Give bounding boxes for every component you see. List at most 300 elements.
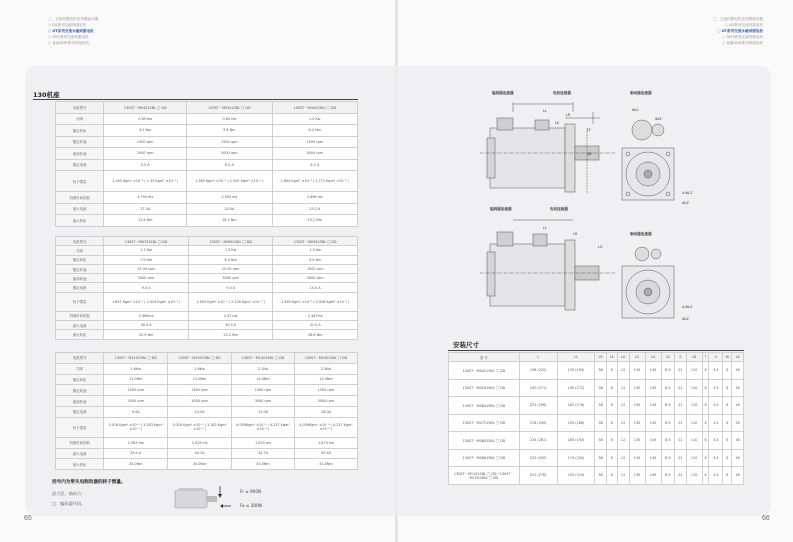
dim-cell: 6 — [702, 379, 709, 397]
dim-cell: 6 — [702, 414, 709, 432]
table-cell: 43.0Nm — [294, 459, 357, 470]
table-cell: 1.385 Kgm² ×10⁻³ ( 1.555 Kgm² ×10⁻³ ) — [187, 171, 272, 192]
dim-cell: 6 — [702, 467, 709, 485]
table-cell: 5.5 A — [104, 159, 187, 171]
dim-cell: 22 — [675, 397, 686, 415]
dim-cell: 110 — [686, 432, 702, 450]
table-row — [56, 321, 358, 330]
dim-table-row — [449, 414, 744, 432]
dim-cell: 22 — [675, 467, 686, 485]
row-label: 机械时间常数 — [56, 311, 104, 320]
section-divider — [33, 99, 358, 100]
dim-table-row — [449, 379, 744, 397]
dim-cell: 8.5 — [661, 397, 675, 415]
dim-cell: 6 — [606, 397, 617, 415]
nav-item[interactable]: ○ GS系列交流伺服电机 — [724, 23, 763, 27]
dim-header-cell: LC — [629, 353, 645, 362]
table-row — [56, 264, 358, 273]
dim-cell: 3.5 — [709, 432, 723, 450]
row-label: 额定电流 — [56, 406, 104, 417]
dim-cell: 130ST－M06415BL □ DD — [449, 397, 520, 415]
dim-header-cell: LR — [595, 353, 606, 362]
dim-cell: 6 — [723, 449, 732, 467]
row-label: 额定转矩 — [56, 374, 104, 385]
dim-lz-top: 4-ΦLZ — [682, 191, 693, 195]
table-row — [56, 396, 358, 407]
dim-cell: 40 — [732, 397, 744, 415]
axial-force-label: Fa ≤ 300N — [240, 503, 262, 508]
table-cell: 14.0Nm — [294, 374, 357, 385]
brake-connector-label-bottom: 制动器连接器 — [630, 232, 652, 236]
dim-cell: 3.5 — [709, 449, 723, 467]
nav-item[interactable]: ○ GT系列交流永磁伺服电机 — [48, 29, 94, 33]
dim-lr-bottom: LR — [573, 232, 578, 236]
row-label: 额定转速 — [56, 385, 104, 396]
dim-cell: 12 — [617, 467, 629, 485]
row-label: 最高转速 — [56, 148, 104, 160]
dim-cell: 3.5 — [709, 414, 723, 432]
dim-section-title: 安装尺寸 — [453, 341, 479, 349]
dim-table-row — [449, 432, 744, 450]
table-row — [56, 448, 358, 459]
dim-cell: 110 — [686, 362, 702, 380]
dim-header-cell: L — [519, 353, 557, 362]
dim-cell: 22 — [675, 449, 686, 467]
row-label: 最高转速 — [56, 274, 104, 283]
table-cell: 9.0 A — [188, 283, 273, 292]
table-cell: 0.85 Kw — [187, 113, 272, 125]
dim-cell: 218 (249) — [519, 414, 557, 432]
dim-cell: 6 — [723, 414, 732, 432]
nav-item[interactable]: ○ SM7系列交流伺服电机 — [48, 35, 89, 39]
table-cell: 34.0Nm — [104, 459, 168, 470]
table-cell: 9.0 A — [104, 283, 189, 292]
dim-cell: 3.5 — [709, 379, 723, 397]
table-cell: 28.6 Nm — [273, 330, 358, 339]
dim-cell: 145 — [645, 467, 661, 485]
table-header-cell: 130ST－M06415BL □ DD — [272, 102, 357, 114]
table-cell: 1.163 Kgm² ×10⁻³ ( 1.33 Kgm² ×10⁻³ ) — [104, 171, 187, 192]
dim-s-top: ΦS — [587, 152, 592, 156]
table-header-cell: 130ST－M14015BL □ DD — [232, 353, 295, 364]
page-number-right: 66 — [762, 515, 770, 522]
dim-cell: 58 — [595, 449, 606, 467]
table-cell: 3000 rpm — [273, 274, 358, 283]
table-cell: 1500 rpm — [104, 136, 187, 148]
dim-cell: 58 — [595, 362, 606, 380]
dim-cell: 130 — [629, 449, 645, 467]
table-cell: 9.4 Nm — [273, 255, 358, 264]
table-cell: 1500 rpm — [273, 264, 358, 273]
dim-cell: 22 — [675, 379, 686, 397]
table-row — [56, 406, 358, 417]
table-cell: 25.2 Nm — [188, 330, 273, 339]
table-header-cell: 电机型号 — [56, 237, 104, 246]
motor-front-view-bottom — [612, 240, 692, 330]
dim-cell: 8.5 — [661, 362, 675, 380]
dim-cell: 6 — [702, 449, 709, 467]
nav-item[interactable]: 三、交流伺服电机及伺服驱动器 — [712, 17, 763, 21]
motor-connector-label-top: 电机连接器 — [553, 91, 571, 95]
dim-table-row — [449, 362, 744, 380]
left-section-nav — [48, 16, 98, 46]
table-cell: 2.059 Kgm² ×10⁻³ ( 2.226 Kgm² ×10⁻³ ) — [188, 292, 273, 311]
table-cell: 1500 rpm — [272, 136, 357, 148]
table-cell: 18.0A — [294, 406, 357, 417]
section-title: 130机座 — [33, 91, 60, 99]
dim-cell: 6 — [723, 397, 732, 415]
table-cell: 3000 rpm — [272, 148, 357, 160]
dim-header-cell: W — [723, 353, 732, 362]
dim-cell: 240 (271) — [519, 379, 557, 397]
table-cell: 3000 rpm — [232, 396, 295, 407]
table-cell: 8.4 Nm — [188, 255, 273, 264]
table-cell: 55.4A — [294, 448, 357, 459]
table-cell: 1.857 Kgm² ×10⁻³ ( 2.024 Kgm² ×10⁻³ ) — [104, 292, 189, 311]
dim-cell: 22 — [675, 432, 686, 450]
table-cell: 2.167ms — [273, 311, 358, 320]
dim-lr-top: LR — [566, 113, 571, 117]
table-row — [56, 136, 358, 148]
dim-cell: 12 — [617, 414, 629, 432]
table-cell: 5.4 Nm — [187, 125, 272, 137]
table-cell: 1.604 Kgm² ×10⁻³ ( 1.771 Kgm² ×10⁻³ ) — [272, 171, 357, 192]
nav-item[interactable]: ○ 直驱DDR系列伺服电机 — [48, 41, 90, 45]
dim-cell: 158 (220) — [519, 362, 557, 380]
table-cell: 43.0Nm — [232, 459, 295, 470]
page-number-left: 65 — [24, 515, 32, 522]
table-cell: 19.2 Nm — [272, 215, 357, 227]
dim-cell: 145 — [645, 432, 661, 450]
dim-header-cell: LK — [732, 353, 744, 362]
dim-cell: 145 (172) — [557, 379, 595, 397]
motor-side-view-bottom — [475, 214, 625, 314]
table-cell: 4.059Kgm² ×10⁻³ ( 4.237 Kgm² ×10⁻³ ) — [232, 417, 295, 437]
dim-cell: 6 — [606, 362, 617, 380]
table-row — [56, 125, 358, 137]
table-header-cell: 130ST－M15015BL □ DD — [294, 353, 357, 364]
row-label: 转子惯量 — [56, 171, 104, 192]
dim-cell: 145 — [645, 397, 661, 415]
nav-item[interactable]: ○ SM7系列交流伺服电机 — [722, 35, 763, 39]
table-cell: 2000 rpm — [104, 148, 187, 160]
table-cell: 16.2 Nm — [187, 215, 272, 227]
brake-connector-label-top: 制动器连接器 — [630, 91, 652, 95]
brake-inertia-note: 括号内为带失电制动器的转子惯量。 — [52, 480, 126, 485]
table-row — [56, 363, 358, 374]
dim-cell: 145 — [645, 449, 661, 467]
table-row — [56, 113, 358, 125]
dim-cell: 58 — [595, 432, 606, 450]
table-cell: 14.0Nm — [232, 374, 295, 385]
table-cell: 9.0A — [104, 406, 168, 417]
table-cell: 0.65 Kw — [104, 113, 187, 125]
table-cell: 17.3A — [104, 203, 187, 215]
table-row — [56, 283, 358, 292]
dim-cell: 130ST－M07515BL □ DD — [449, 414, 520, 432]
dim-header-cell: LB — [686, 353, 702, 362]
row-label: 额定转矩 — [56, 255, 104, 264]
dim-cell: 159 (186) — [557, 414, 595, 432]
dim-table-row — [449, 467, 744, 485]
dim-cell: 3.5 — [709, 397, 723, 415]
dim-table-row — [449, 449, 744, 467]
dim-le-top: LE — [555, 121, 560, 125]
table-cell: 3000 rpm — [188, 274, 273, 283]
motor-front-view-top — [612, 100, 692, 210]
dim-header-cell: LZ — [661, 353, 675, 362]
spec-table-1 — [55, 101, 358, 227]
dim-section-divider — [448, 350, 744, 351]
table-cell: 26.4 A — [104, 448, 168, 459]
table-cell: 1.6Kw — [104, 363, 168, 374]
dim-lz2-top: ΦLZ — [682, 201, 689, 205]
table-cell: 1.983 ms — [104, 437, 168, 448]
table-row — [56, 159, 358, 171]
table-cell: 1.3 Kw — [188, 246, 273, 255]
nav-item[interactable]: ○ 直驱DDR系列伺服电机 — [721, 41, 763, 45]
motor-side-view-top — [475, 98, 625, 198]
dim-cell: 251 (278) — [519, 467, 557, 485]
dim-cell: 192 (219) — [557, 467, 595, 485]
table-row — [56, 246, 358, 255]
dim-lf-top: LF — [587, 128, 591, 132]
dim-cell: 162 (176) — [557, 397, 595, 415]
table-cell: 3.794 ms — [104, 192, 187, 204]
table-cell: 11.0Nm — [168, 374, 232, 385]
dim-cell: 130ST－M08415BL □ DD — [449, 432, 520, 450]
table-cell: 34.0Nm — [168, 459, 232, 470]
spec-table-2 — [55, 236, 358, 340]
table-cell: 2.469ms — [104, 311, 189, 320]
table-row — [56, 311, 358, 320]
dim-table-row — [449, 397, 744, 415]
table-header-cell: 130ST－M10015BL □ DD — [168, 353, 232, 364]
table-cell: 20.5A — [187, 203, 272, 215]
table-header-cell: 130ST－M04215BL □ DD — [104, 102, 187, 114]
table-cell: 2000 rpm — [104, 396, 168, 407]
dim-cell: 6 — [606, 449, 617, 467]
table-cell: 10.0 A — [273, 283, 358, 292]
table-cell: 1500 rpm — [187, 136, 272, 148]
dim-cell: 6 — [723, 379, 732, 397]
motor-connector-label-bottom: 电机连接器 — [550, 207, 568, 211]
row-label: 功率 — [56, 246, 104, 255]
table-row — [56, 203, 358, 215]
dim-cell: 40 — [732, 449, 744, 467]
dim-cell: 40 — [732, 362, 744, 380]
table-row — [56, 385, 358, 396]
table-cell: 6.5 A — [272, 159, 357, 171]
table-cell: 1.553 ms — [232, 437, 295, 448]
dim-header-cell: LE — [606, 353, 617, 362]
dim-le-circle-top: ΦLE — [655, 117, 662, 121]
table-cell: 6.4 Nm — [272, 125, 357, 137]
table-cell: 3000 rpm — [294, 396, 357, 407]
encoder-connector-label-top: 编码器连接器 — [492, 91, 514, 95]
table-cell: 2.47 ms — [188, 311, 273, 320]
dim-cell: 8.5 — [661, 432, 675, 450]
table-cell: 3.016 Kgm² ×10⁻³ ( 3.183 Kgm² ×10⁻³ ) — [104, 417, 168, 437]
dim-cell: 22 — [675, 362, 686, 380]
dim-header-cell: LA — [645, 353, 661, 362]
dim-cell: 130ST－M11015BL □ DD / 130ST－M10015BL □ DD — [449, 467, 520, 485]
table-cell: 6.5 A — [187, 159, 272, 171]
dim-cell: 130ST－M05415BL □ DD — [449, 379, 520, 397]
dim-cell: 110 — [686, 449, 702, 467]
dim-cell: 12 — [617, 432, 629, 450]
dim-cell: 130 — [629, 397, 645, 415]
dim-cell: 173 (200) — [557, 449, 595, 467]
table-header-cell: 130ST－M07515BL □ DD — [104, 237, 189, 246]
table-cell: 2.389 Kgm² ×10⁻³ ( 2.556 Kgm² ×10⁻³ ) — [273, 292, 358, 311]
table-row — [56, 459, 358, 470]
dim-cell: 58 — [595, 397, 606, 415]
table-header-cell: 130ST－M09415BL □ DD — [273, 237, 358, 246]
dim-cell: 110 — [686, 397, 702, 415]
dim-cell: 6 — [702, 397, 709, 415]
table-row — [56, 215, 358, 227]
table-cell: 15 00 rpm — [188, 264, 273, 273]
dim-lc-top: ΦLC — [632, 108, 639, 112]
row-label: 转子惯量 — [56, 292, 104, 311]
table-cell: 12.6 Nm — [104, 215, 187, 227]
table-cell: 3.016 Kgm² ×10⁻³ ( 3.183 Kgm² ×10⁻³ ) — [168, 417, 232, 437]
nav-item[interactable]: 三、交流伺服电机及伺服驱动器 — [48, 17, 99, 21]
dim-cell: 224 (261) — [519, 432, 557, 450]
dim-header-cell: S — [675, 353, 686, 362]
dim-cell: 130 — [629, 379, 645, 397]
dim-cell: 3.5 — [709, 362, 723, 380]
table-cell: 34.7A — [232, 448, 295, 459]
dim-cell: 130 — [629, 467, 645, 485]
dim-cell: 3.5 — [709, 467, 723, 485]
encoder-connector-label-bottom: 编码器连接器 — [490, 207, 512, 211]
dim-ll-bottom: LL — [543, 226, 547, 230]
table-cell: 14.0A — [168, 406, 232, 417]
row-label: 转子惯量 — [56, 417, 104, 437]
table-row — [56, 192, 358, 204]
row-label: 额定转速 — [56, 264, 104, 273]
dim-ll-top: LL — [543, 109, 547, 113]
dim-cell: 130ST－M04215BL □ DD — [449, 362, 520, 380]
table-cell: 1500 rpm — [104, 385, 168, 396]
dim-cell: 221 (258) — [519, 397, 557, 415]
dim-cell: 8.5 — [661, 379, 675, 397]
dim-cell: 12 — [617, 362, 629, 380]
row-label: 最大转矩 — [56, 215, 104, 227]
table-cell: 30.0 A — [188, 321, 273, 330]
dim-cell: 12 — [617, 449, 629, 467]
dim-cell: 110 — [686, 414, 702, 432]
dim-cell: 6 — [723, 432, 732, 450]
dim-cell: 40 — [732, 379, 744, 397]
spec-table-3 — [55, 352, 358, 470]
table-cell: 1.5 Kw — [273, 246, 358, 255]
row-label: 最大电流 — [56, 321, 104, 330]
row-label: 功率 — [56, 363, 104, 374]
dim-cell: 165 (192) — [557, 432, 595, 450]
dim-cell: 145 — [645, 362, 661, 380]
dim-cell: 130 — [629, 414, 645, 432]
table-cell: 22.5 Nm — [104, 330, 189, 339]
table-row — [56, 255, 358, 264]
row-label: 额定电流 — [56, 159, 104, 171]
dim-cell: 110 — [686, 379, 702, 397]
dim-cell: 8.5 — [661, 414, 675, 432]
row-label: 功率 — [56, 113, 104, 125]
dim-cell: 130ST－M08615BL □ DD — [449, 449, 520, 467]
table-cell: 25.2 A — [272, 203, 357, 215]
table-cell: 2.3Kw — [294, 363, 357, 374]
table-cell: 31.5 A — [273, 321, 358, 330]
dim-cell: 8.5 — [661, 449, 675, 467]
table-cell: 44.1A — [168, 448, 232, 459]
dim-header-cell: LG — [617, 353, 629, 362]
dim-cell: 58 — [595, 467, 606, 485]
table-cell: 1500 rpm — [168, 385, 232, 396]
table-cell: 11.0Nm — [104, 374, 168, 385]
table-header-cell: 电机型号 — [56, 102, 104, 114]
row-label: 机械时间常数 — [56, 437, 104, 448]
nav-item[interactable]: ○ GT系列交流永磁伺服电机 — [717, 29, 763, 33]
dim-cell: 6 — [606, 379, 617, 397]
table-cell: 7.5 Nm — [104, 255, 189, 264]
dim-cell: 130 — [629, 432, 645, 450]
dim-cell: 6 — [606, 467, 617, 485]
row-label: 最大电流 — [56, 203, 104, 215]
dim-cell: 58 — [595, 379, 606, 397]
dim-cell: 6 — [723, 467, 732, 485]
right-section-nav — [713, 16, 763, 46]
row-label: 最大转矩 — [56, 459, 104, 470]
dim-cell: 40 — [732, 432, 744, 450]
row-label: 额定转矩 — [56, 125, 104, 137]
dim-cell: 110 — [686, 467, 702, 485]
table-cell: 3000 rpm — [187, 148, 272, 160]
table-cell: 1500 rpm — [232, 385, 295, 396]
table-cell: 1500 rpm — [294, 385, 357, 396]
table-row — [56, 274, 358, 283]
dim-cell: 145 — [645, 379, 661, 397]
dim-lz-bottom: 4-ΦLZ — [682, 305, 693, 309]
encoder-code-note: □：编码器代码。 — [52, 501, 86, 506]
nav-item[interactable]: ○ GS系列交流伺服电机 — [48, 23, 87, 27]
row-label: 额定电流 — [56, 283, 104, 292]
dim-cell: 40 — [732, 467, 744, 485]
table-cell: 15 00 rpm — [104, 264, 189, 273]
table-cell: 1.873 ms — [294, 437, 357, 448]
dim-header-cell: 型 号 — [449, 353, 520, 362]
table-cell: 1.6Kw — [168, 363, 232, 374]
table-row — [56, 292, 358, 311]
table-header-cell: 130ST－M11015BL □ DD — [104, 353, 168, 364]
dim-cell: 135 (195) — [557, 362, 595, 380]
table-row — [56, 417, 358, 437]
dim-cell: 40 — [732, 414, 744, 432]
table-cell: 4.2 Nm — [104, 125, 187, 137]
table-cell: 3000 rpm — [104, 274, 189, 283]
dim-cell: 6 — [702, 432, 709, 450]
dim-cell: 12 — [617, 379, 629, 397]
dim-header-cell: U — [709, 353, 723, 362]
radial-force-label: Fr ≤ 900N — [240, 489, 262, 494]
dim-cell: 6 — [606, 414, 617, 432]
row-label: 最大电流 — [56, 448, 104, 459]
table-cell: 2.593 ms — [187, 192, 272, 204]
table-row — [56, 330, 358, 339]
dim-header-cell: LL — [557, 353, 595, 362]
